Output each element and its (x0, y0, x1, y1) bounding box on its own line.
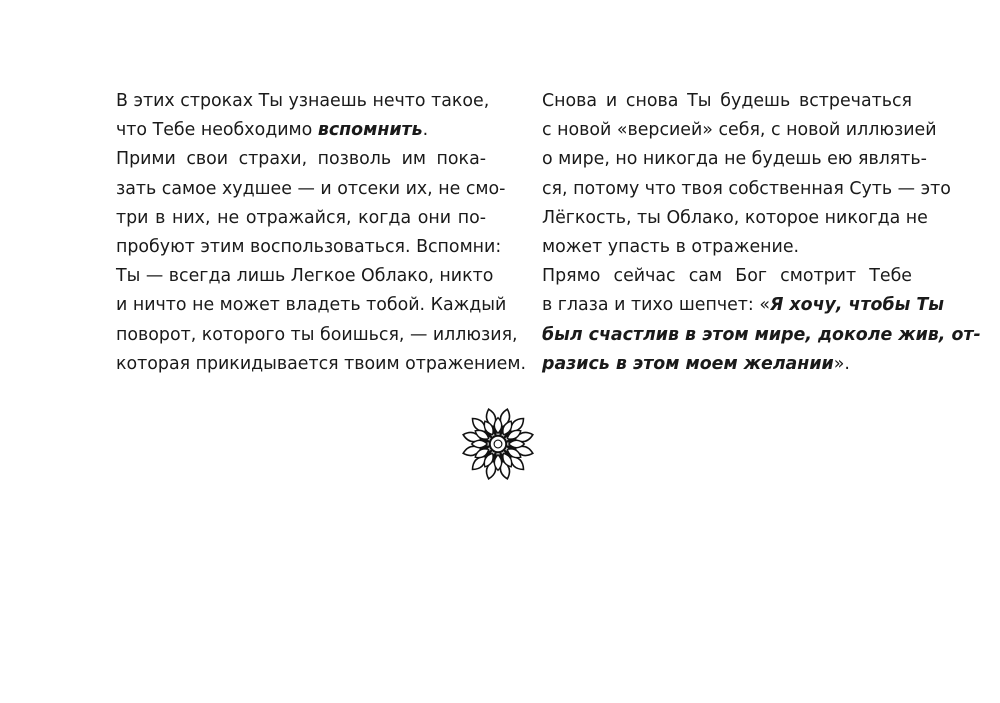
text-line: Лёгкость, ты Облако, которое никогда не (542, 207, 928, 228)
paragraph (512, 87, 951, 262)
emphasis-text: разись в этом моем желании (542, 353, 834, 374)
emphasis-text: был счастлив в этом мире, доколе жив, от- (542, 324, 981, 345)
right-text-column (512, 87, 981, 379)
text-line (512, 321, 981, 350)
text-line: и ничто не может владеть тобой. Каждый (116, 295, 507, 316)
mandala-ornament-icon (459, 405, 537, 483)
text-line: Снова и снова Ты будешь встречаться (542, 91, 912, 111)
emphasis-text: Я хочу, чтобы Ты (769, 295, 944, 316)
text-line: которая прикидывается твоим отражением. (116, 353, 526, 374)
text-line: Ты — всегда лишь Легкое Облако, никто (116, 266, 494, 287)
text-line: поворот, которого ты боишься, — иллюзия, (116, 324, 518, 345)
paragraph (86, 145, 526, 379)
text-line: с новой «версией» себя, с новой иллюзией (542, 120, 937, 141)
paragraph (512, 262, 981, 379)
text-run: в глаза и тихо шепчет: « (542, 295, 770, 316)
text-run: что Тебе необходимо (116, 120, 318, 141)
emphasis-text: вспомнить (317, 120, 423, 141)
text-line: может упасть в отражение. (542, 237, 800, 258)
left-text-column (86, 87, 526, 379)
text-line: три в них, не отражайся, когда они по- (116, 207, 486, 228)
text-run: . (422, 120, 429, 141)
paragraph (86, 87, 490, 145)
text-line: Прямо сейчас сам Бог смотрит Тебе (542, 266, 912, 287)
text-line (512, 350, 912, 379)
text-line (512, 291, 944, 320)
text-line: зать самое худшее — и отсеки их, не смо- (116, 178, 506, 199)
text-run: ». (833, 353, 850, 374)
text-line: пробуют этим воспользоваться. Вспомни: (116, 237, 502, 258)
text-line: о мире, но никогда не будешь ею являть- (542, 149, 927, 170)
text-line: В этих строках Ты узнаешь нечто такое, (116, 91, 490, 111)
text-line: Прими свои страхи, позволь им пока- (116, 149, 486, 170)
text-line: ся, потому что твоя собственная Суть — это (542, 178, 951, 199)
text-line (86, 116, 486, 145)
